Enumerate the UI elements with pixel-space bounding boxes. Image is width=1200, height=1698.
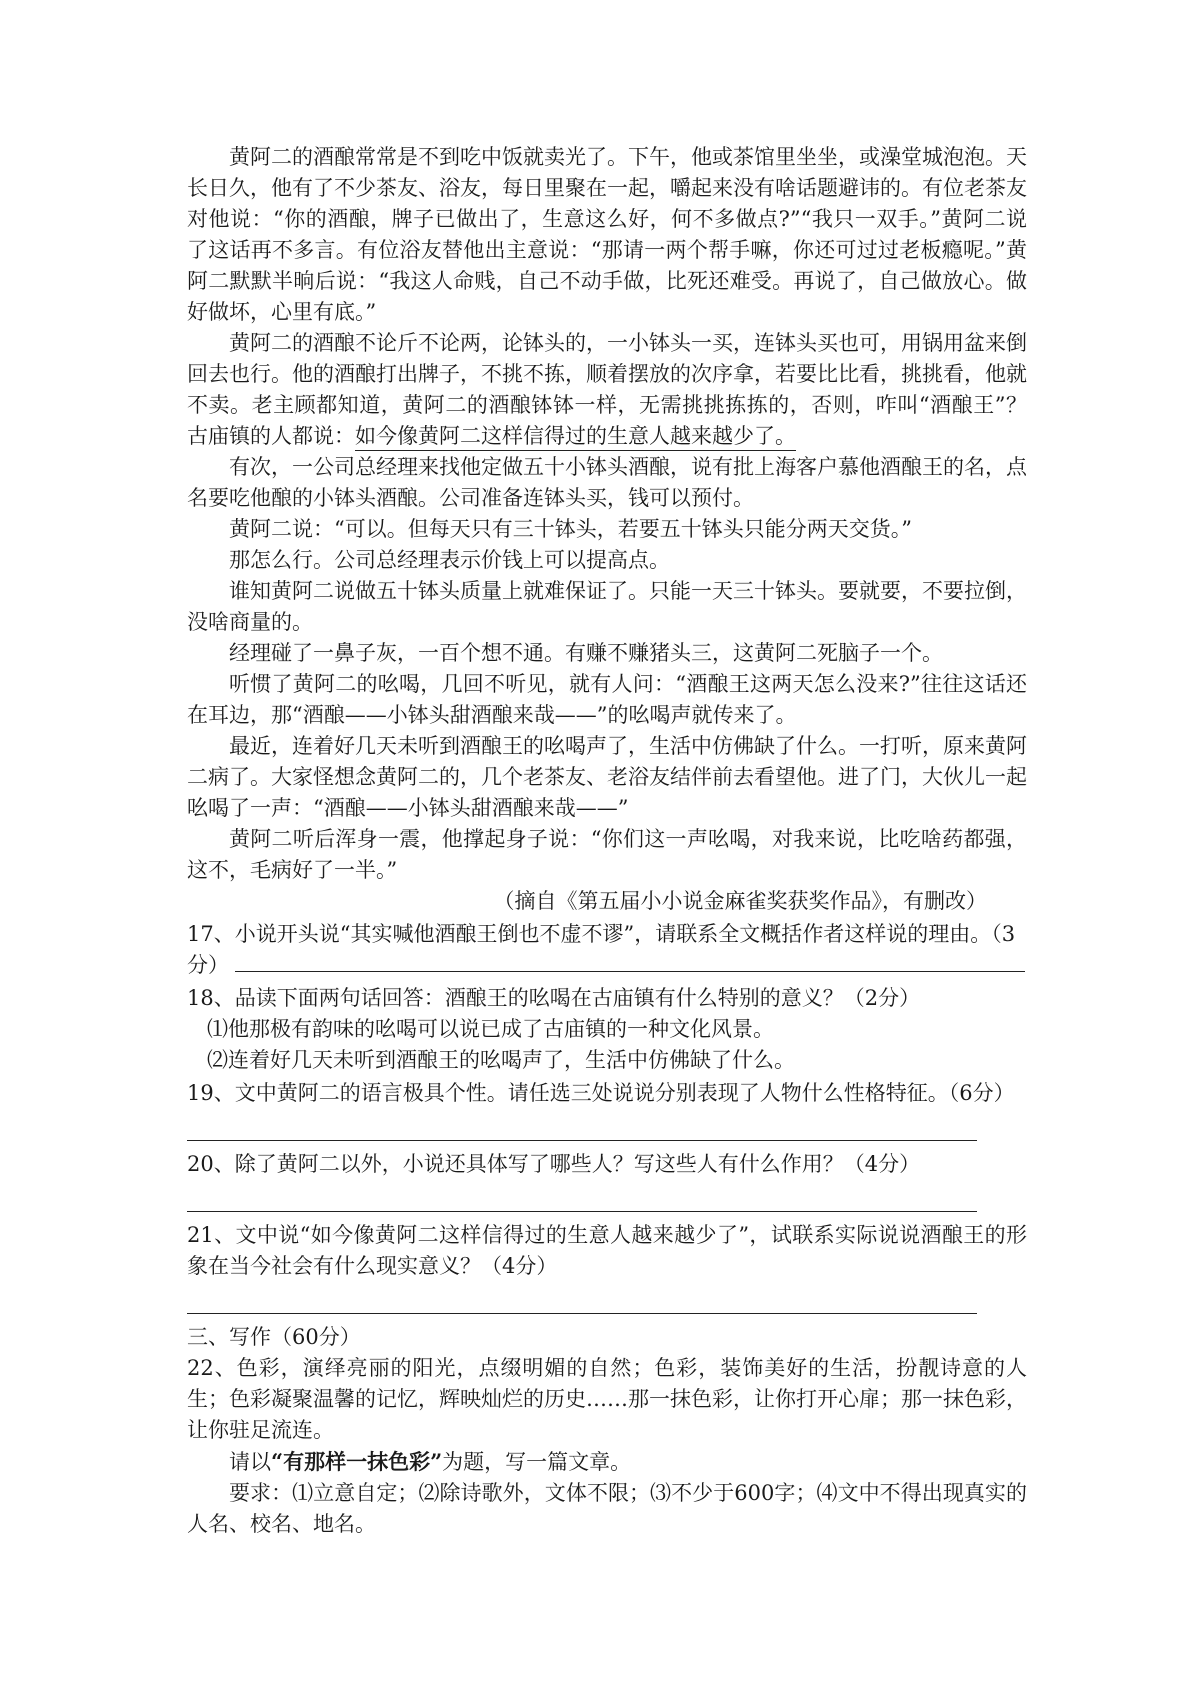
answer-blank-21[interactable] (187, 1282, 977, 1314)
question-22: 22、色彩，演绎亮丽的阳光，点缀明媚的自然；色彩，装饰美好的生活，扮靓诗意的人生；色彩凝聚温馨的记忆，辉映灿烂的历史……那一抹色彩，让你打开心扉；那一抹色彩，让你驻足流连。 (187, 1356, 1027, 1442)
answer-blank-19[interactable] (187, 1109, 977, 1141)
story-paragraph-1: 黄阿二的酒酿常常是不到吃中饭就卖光了。下午，他或茶馆里坐坐，或澡堂城泡泡。天长日久，他有了不少茶友、浴友，每日里聚在一起，嚼起来没有啥话题避讳的。有位老茶友对他说：“你的酒酿，牌子已做出了，生意这么好，何不多做点?”“我只一双手。”黄阿二说了这话再不多言。有位浴友替他出主意说：“那请一两个帮手嘛，你还可过过老板瘾呢。”黄阿二默默半晌后说：“我这人命贱，自己不动手做，比死还难受。再说了，自己做放心。做好做坏，心里有底。” (187, 145, 1027, 324)
question-18-item-1: ⑴他那极有韵味的吆喝可以说已成了古庙镇的一种文化风景。 (207, 1017, 774, 1041)
question-21: 21、文中说“如今像黄阿二这样信得过的生意人越来越少了”，试联系实际说说酒酿王的形象在当今社会有什么现实意义？（4分） (187, 1223, 1027, 1278)
question-19: 19、文中黄阿二的语言极具个性。请任选三处说说分别表现了人物什么性格特征。（6分） (187, 1081, 1015, 1105)
writing-requirements: 要求：⑴立意自定；⑵除诗歌外，文体不限；⑶不少于600字；⑷文中不得出现真实的人名、校名、地名。 (187, 1481, 1027, 1536)
story-paragraph-8: 听惯了黄阿二的吆喝，几回不听见，就有人问：“酒酿王这两天怎么没来?”往往这话还在耳边，那“酒酿——小钵头甜酒酿来哉——”的吆喝声就传来了。 (187, 672, 1027, 727)
question-18: 18、品读下面两句话回答：酒酿王的吆喝在古庙镇有什么特别的意义？（2分） (187, 986, 921, 1010)
question-17-answer-line[interactable] (187, 950, 1027, 981)
answer-blank-17[interactable] (235, 951, 1025, 972)
answer-blank-20[interactable] (187, 1180, 977, 1212)
document-page (187, 142, 1027, 1540)
story-paragraph-3: 有次，一公司总经理来找他定做五十小钵头酒酿，说有批上海客户慕他酒酿王的名，点名要吃他酿的小钵头酒酿。公司准备连钵头买，钱可以预付。 (187, 455, 1027, 510)
writing-title: “有那样一抹色彩” (271, 1449, 443, 1474)
source-citation: （摘自《第五届小小说金麻雀奖获奖作品》，有删改） (493, 889, 987, 913)
question-17: 17、小说开头说“其实喊他酒酿王倒也不虚不谬”，请联系全文概括作者这样说的理由。（3 (187, 922, 1016, 946)
story-paragraph-7: 经理碰了一鼻子灰，一百个想不通。有赚不赚猪头三，这黄阿二死脑子一个。 (229, 641, 943, 665)
underlined-sentence: 如今像黄阿二这样信得过的生意人越来越少了。 (355, 424, 796, 451)
story-paragraph-2 (187, 328, 1027, 452)
question-17-tail: 分） (187, 953, 229, 977)
story-paragraph-6: 谁知黄阿二说做五十钵头质量上就难保证了。只能一天三十钵头。要就要，不要拉倒，没啥商量的。 (187, 579, 1027, 634)
writing-prompt (187, 1446, 1027, 1478)
story-paragraph-2-text: 黄阿二的酒酿不论斤不论两，论钵头的，一小钵头一买，连钵头买也可，用锅用盆来倒回去也行。他的酒酿打出牌子，不挑不拣，顺着摆放的次序拿，若要比比看，挑挑看，他就不卖。老主顾都知道，黄阿二的酒酿钵钵一样，无需挑挑拣拣的，否则，咋叫“酒酿王”？古庙镇的人都说： (187, 331, 1027, 448)
question-18-item-2: ⑵连着好几天未听到酒酿王的吆喝声了，生活中仿佛缺了什么。 (207, 1048, 795, 1072)
story-paragraph-4: 黄阿二说：“可以。但每天只有三十钵头，若要五十钵头只能分两天交货。” (229, 517, 912, 541)
story-paragraph-10: 黄阿二听后浑身一震，他撑起身子说：“你们这一声吆喝，对我来说，比吃啥药都强，这不，毛病好了一半。” (187, 827, 1027, 882)
writing-prompt-a: 请以 (229, 1450, 271, 1474)
question-20: 20、除了黄阿二以外，小说还具体写了哪些人？写这些人有什么作用？（4分） (187, 1152, 921, 1176)
writing-section-title: 三、写作（60分） (187, 1325, 361, 1349)
writing-prompt-b: 为题，写一篇文章。 (442, 1450, 632, 1474)
story-paragraph-5: 那怎么行。公司总经理表示价钱上可以提高点。 (229, 548, 670, 572)
story-paragraph-9: 最近，连着好几天未听到酒酿王的吆喝声了，生活中仿佛缺了什么。一打听，原来黄阿二病了。大家怪想念黄阿二的，几个老茶友、老浴友结伴前去看望他。进了门，大伙儿一起吆喝了一声：“酒酿——小钵头甜酒酿来哉——” (187, 734, 1027, 820)
